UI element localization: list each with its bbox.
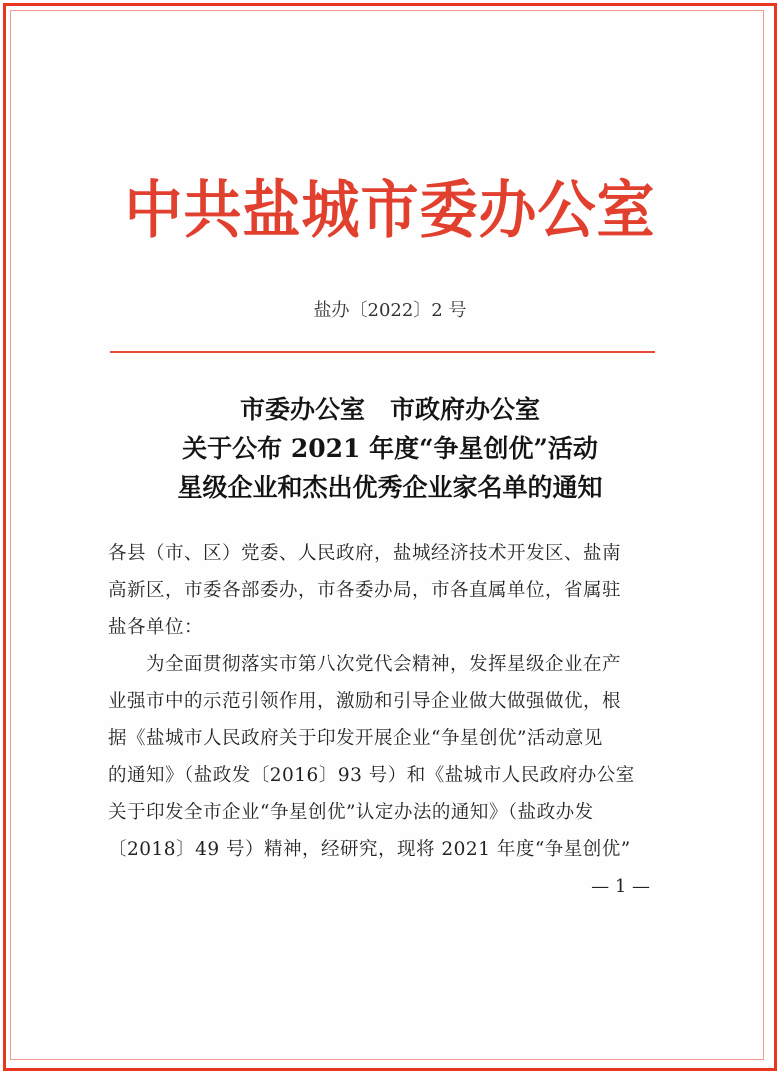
paragraph-line: 关于印发全市企业“争星创优”认定办法的通知》（盐政办发 xyxy=(108,802,594,823)
recipient-line: 高新区，市委各部委办，市各委办局，市各直属单位，省属驻 xyxy=(108,580,622,601)
title-line: 星级企业和杰出优秀企业家名单的通知 xyxy=(177,473,603,502)
paragraph-line: 业强市中的示范引领作用，激励和引导企业做大做强做优，根 xyxy=(108,691,622,712)
title-line: 关于公布 2021 年度“争星创优”活动 xyxy=(182,434,598,463)
paragraph-line: 的通知》（盐政发〔2016〕93 号）和《盐城市人民政府办公室 xyxy=(108,765,635,786)
document-body xyxy=(108,535,668,868)
document-number: 盐办〔2022〕2 号 xyxy=(313,300,467,321)
recipient-line: 盐各单位： xyxy=(108,617,204,638)
paragraph-line: 为全面贯彻落实市第八次党代会精神，发挥星级企业在产 xyxy=(146,654,622,675)
red-separator-line xyxy=(110,351,655,353)
paragraph-line: 〔2018〕49 号）精神，经研究，现将 2021 年度“争星创优” xyxy=(108,839,631,860)
paragraph-line: 据《盐城市人民政府关于印发开展企业“争星创优”活动意见 xyxy=(108,728,603,749)
document-title xyxy=(80,390,700,507)
issuer-header: 中共盐城市委办公室 xyxy=(124,173,656,247)
recipient-line: 各县（市、区）党委、人民政府，盐城经济技术开发区、盐南 xyxy=(108,543,622,564)
page-number: — 1 — xyxy=(591,876,650,897)
title-line: 市委办公室 市政府办公室 xyxy=(239,395,540,424)
